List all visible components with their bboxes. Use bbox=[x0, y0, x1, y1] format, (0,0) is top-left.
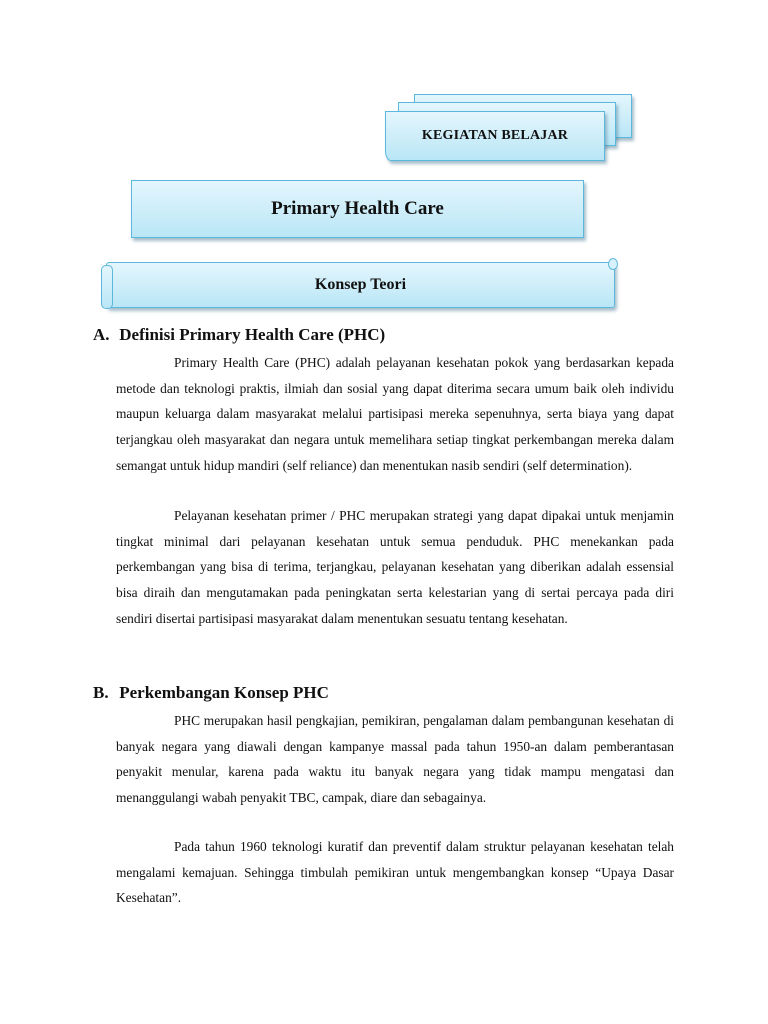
section-b-paragraph-2: Pada tahun 1960 teknologi kuratif dan preventif dalam struktur pelayanan kesehatan telah mengalami kemajuan. Sehingga timbulah pemikiran untuk mengembangkan konsep “Upaya Dasar Kesehatan”. bbox=[116, 839, 674, 906]
scroll-curl-right bbox=[608, 258, 618, 270]
page-subtitle: Konsep Teori bbox=[314, 276, 407, 293]
page-title: Primary Health Care bbox=[271, 198, 444, 219]
activity-label-card bbox=[385, 111, 605, 161]
section-b-paragraph-1: PHC merupakan hasil pengkajian, pemikiran, pengalaman dalam pembangunan kesehatan di banyak negara yang diawali dengan kampanye massal pada tahun 1950-an dalam pemberantasan penyakit menular, karena pada waktu itu banyak negara yang tidak mampu mengatasi dan menanggulangi wabah penyakit TBC, campak, diare dan sebagainya. bbox=[116, 713, 674, 806]
section-title: Definisi Primary Health Care (PHC) bbox=[119, 325, 386, 344]
section-a-paragraph-2: Pelayanan kesehatan primer / PHC merupakan strategi yang dapat dipakai untuk menjamin tingkat minimal dari pelayanan kesehatan untuk semua penduduk. PHC menekankan pada perkembangan yang bisa di terima, terjangkau, pelayanan kesehatan yang diberikan adalah essensial bisa diraih dan mengutamakan pada peningkatan serta kelestarian yang di sertai percaya pada diri sendiri disertai partisipasi masyarakat dalam menentukan sesuatu tentang kesehatan. bbox=[116, 508, 674, 626]
section-number: A. bbox=[93, 325, 110, 344]
section-number: B. bbox=[93, 683, 109, 702]
scroll-curl-left bbox=[101, 265, 113, 309]
subtitle-scroll-banner bbox=[106, 262, 615, 308]
section-a-paragraph-1: Primary Health Care (PHC) adalah pelayanan kesehatan pokok yang berdasarkan kepada metode dan teknologi praktis, ilmiah dan sosial yang dapat diterima secara umum baik oleh individu maupun keluarga dalam masyarakat melalui partisipasi mereka sepenuhnya, serta biaya yang dapat terjangkau oleh masyarakat dan negara untuk memelihara setiap tingkat perkembangan mereka dalam semangat untuk hidup mandiri (self reliance) dan menentukan nasib sendiri (self determination). bbox=[116, 355, 674, 473]
activity-label: KEGIATAN BELAJAR bbox=[421, 128, 569, 143]
title-banner bbox=[131, 180, 584, 238]
section-heading-a bbox=[93, 325, 385, 345]
section-title: Perkembangan Konsep PHC bbox=[119, 683, 329, 702]
section-heading-b bbox=[93, 683, 329, 703]
